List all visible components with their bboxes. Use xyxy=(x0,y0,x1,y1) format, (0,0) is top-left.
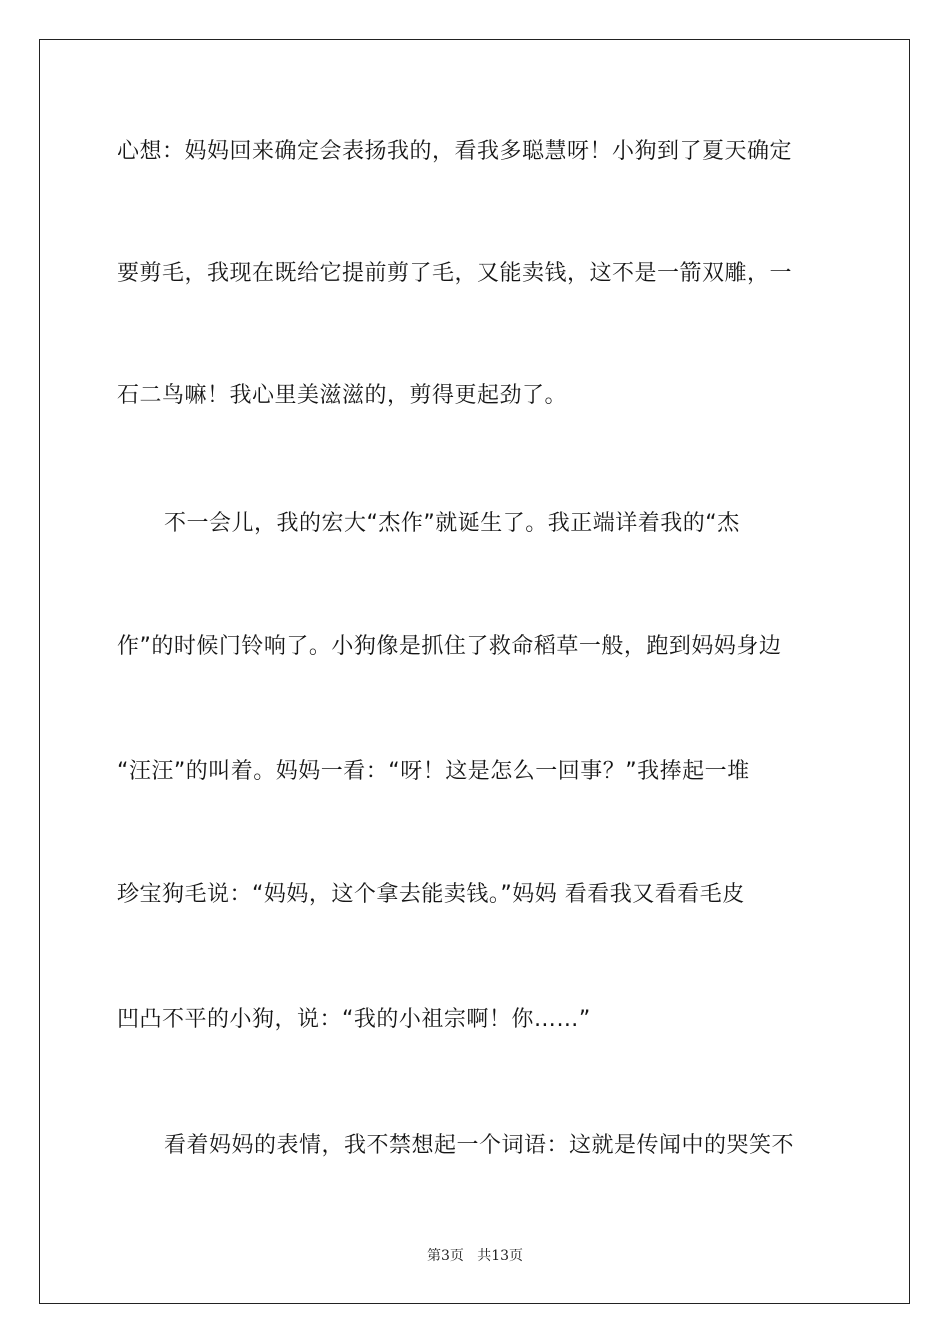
page-border xyxy=(39,39,910,1304)
page-footer xyxy=(0,1246,950,1266)
text-line-1: 心想：妈妈回来确定会表扬我的，看我多聪慧呀！小狗到了夏天确定 xyxy=(117,139,793,164)
text-line-9: 看着妈妈的表情，我不禁想起一个词语：这就是传闻中的哭笑不 xyxy=(164,1133,795,1158)
text-line-4: 不一会儿，我的宏大“杰作”就诞生了。我正端详着我的“杰 xyxy=(164,511,740,536)
page-number: 第3页 共13页 xyxy=(426,1248,524,1264)
text-line-8: 凹凸不平的小狗，说：“我的小祖宗啊！你……” xyxy=(117,1007,591,1032)
text-line-3: 石二鸟嘛！我心里美滋滋的，剪得更起劲了。 xyxy=(117,383,568,408)
text-line-5: 作”的时候门铃响了。小狗像是抓住了救命稻草一般，跑到妈妈身边 xyxy=(117,634,782,659)
text-line-2: 要剪毛，我现在既给它提前剪了毛，又能卖钱，这不是一箭双雕，一 xyxy=(117,261,793,286)
text-line-6: “汪汪”的叫着。妈妈一看：“呀！这是怎么一回事？”我捧起一堆 xyxy=(117,759,750,784)
text-line-7: 珍宝狗毛说：“妈妈，这个拿去能卖钱。”妈妈 看看我又看看毛皮 xyxy=(117,882,745,907)
